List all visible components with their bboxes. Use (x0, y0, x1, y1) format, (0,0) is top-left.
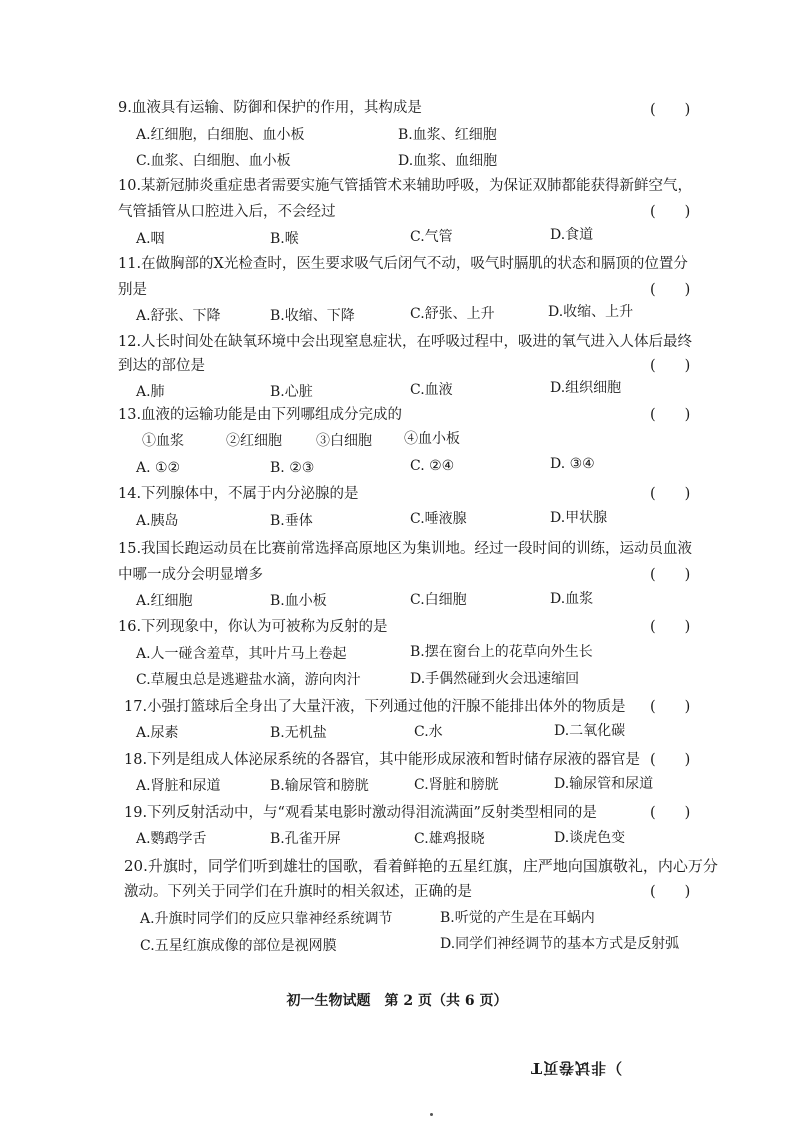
question-text: 激动。下列关于同学们在升旗时的相关叙述，正确的是 (124, 884, 472, 900)
answer-bracket: ( ) (650, 486, 691, 502)
option-b: B.血浆、红细胞 (398, 127, 497, 143)
option-d: D.收缩、上升 (548, 304, 634, 320)
option-c: C.血液 (410, 382, 453, 398)
option-d: D.输尿管和尿道 (554, 776, 654, 792)
question-text: 到达的部位是 (118, 358, 205, 374)
option-a: A.咽 (136, 231, 165, 247)
option-a: A.红细胞，白细胞、血小板 (136, 127, 305, 143)
answer-bracket: ( ) (650, 752, 691, 768)
answer-bracket: ( ) (650, 204, 691, 220)
option-c: C.五星红旗成像的部位是视网膜 (140, 938, 337, 954)
answer-bracket: ( ) (650, 619, 691, 635)
question-text: 11.在做胸部的X光检查时，医生要求吸气后闭气不动，吸气时膈肌的状态和膈顶的位置分 (118, 256, 688, 272)
option-c: C.唾液腺 (410, 511, 467, 527)
option-a: A.人一碰含羞草，其叶片马上卷起 (136, 646, 347, 662)
answer-bracket: ( ) (650, 567, 691, 583)
sub-item: ①血浆 (142, 433, 184, 449)
option-a: A.肾脏和尿道 (136, 778, 221, 794)
answer-bracket: ( ) (650, 358, 691, 374)
option-d: D.食道 (550, 227, 594, 243)
option-d: D.血浆、血细胞 (398, 153, 498, 169)
question-text: 18.下列是组成人体泌尿系统的各器官，其中能形成尿液和暂时储存尿液的器官是 (124, 752, 641, 768)
option-b: B.摆在窗台上的花草向外生长 (410, 644, 593, 660)
page-footer: 初一生物试题 第 2 页（共 6 页） (286, 993, 508, 1009)
option-a: A.尿素 (136, 725, 179, 741)
option-a: A.胰岛 (136, 513, 179, 529)
answer-bracket: ( ) (650, 699, 691, 715)
question-text: 15.我国长跑运动员在比赛前常选择高原地区为集训地。经过一段时间的训练，运动员血液 (118, 541, 693, 557)
option-d: D.二氧化碳 (554, 723, 626, 739)
answer-bracket: ( ) (650, 805, 691, 821)
option-d: D.同学们神经调节的基本方式是反射弧 (440, 936, 680, 952)
sub-item: ②红细胞 (226, 433, 282, 449)
question-text: 10.某新冠肺炎重症患者需要实施气管插管术来辅助呼吸，为保证双肺都能获得新鲜空气， (118, 178, 693, 194)
option-b: B.无机盐 (270, 725, 327, 741)
option-d: D.手偶然碰到火会迅速缩回 (410, 671, 580, 687)
option-d: D.谈虎色变 (554, 830, 626, 846)
option-c: C.水 (414, 724, 443, 740)
option-c: C.舒张、上升 (410, 306, 495, 322)
answer-bracket: ( ) (650, 102, 691, 118)
option-c: C.肾脏和膀胱 (414, 777, 499, 793)
option-c: C.雄鸡报晓 (414, 831, 485, 847)
option-a: A.红细胞 (136, 593, 193, 609)
question-text: 气管插管从口腔进入后，不会经过 (118, 204, 336, 220)
answer-bracket: ( ) (650, 282, 691, 298)
sub-item: ③白细胞 (316, 433, 372, 449)
option-b: B.孔雀开屏 (270, 831, 341, 847)
stamp-mark: ）非试卷页T (530, 1059, 623, 1077)
scan-dot (430, 1113, 433, 1116)
option-d: D.甲状腺 (550, 510, 608, 526)
option-a: A.肺 (136, 384, 165, 400)
option-c: C.气管 (410, 229, 453, 245)
option-b: B.收缩、下降 (270, 308, 355, 324)
question-text: 20.升旗时，同学们听到雄壮的国歌，看着鲜艳的五星红旗，庄严地向国旗敬礼，内心万分 (124, 857, 718, 875)
question-text: 别是 (118, 282, 147, 298)
option-b: B.垂体 (270, 513, 313, 529)
option-b: B.血小板 (270, 593, 327, 609)
question-text: 19.下列反射活动中，与“观看某电影时激动得泪流满面”反射类型相同的是 (124, 805, 597, 821)
sub-item: ④血小板 (404, 431, 460, 447)
answer-bracket: ( ) (650, 407, 691, 423)
option-c: C.草履虫总是逃避盐水滴，游向肉汁 (136, 672, 361, 688)
option-b: B.喉 (270, 231, 299, 247)
option-c: C.血浆、白细胞、血小板 (136, 153, 291, 169)
question-text: 14.下列腺体中，不属于内分泌腺的是 (118, 486, 359, 502)
option-b: B.心脏 (270, 384, 313, 400)
option-b: B. ②③ (270, 460, 315, 476)
question-text: 16.下列现象中，你认为可被称为反射的是 (118, 619, 388, 635)
option-d: D.组织细胞 (550, 380, 622, 396)
option-c: C. ②④ (410, 458, 455, 474)
question-text: 中哪一成分会明显增多 (118, 567, 263, 583)
question-text: 12.人长时间处在缺氧环境中会出现窒息症状，在呼吸过程中，吸进的氧气进入人体后最终 (118, 334, 693, 350)
option-a: A. ①② (136, 460, 181, 476)
question-text: 17.小强打篮球后全身出了大量汗液，下列通过他的汗腺不能排出体外的物质是 (124, 699, 626, 715)
option-a: A.鹦鹉学舌 (136, 831, 207, 847)
option-c: C.白细胞 (410, 592, 467, 608)
answer-bracket: ( ) (650, 884, 691, 900)
option-b: B.输尿管和膀胱 (270, 778, 369, 794)
option-d: D.血浆 (550, 591, 594, 607)
option-a: A.舒张、下降 (136, 308, 221, 324)
option-d: D. ③④ (550, 456, 595, 472)
question-text: 9.血液具有运输、防御和保护的作用，其构成是 (118, 100, 422, 116)
question-text: 13.血液的运输功能是由下列哪组成分完成的 (118, 407, 403, 423)
option-b: B.听觉的产生是在耳蜗内 (440, 910, 595, 926)
option-a: A.升旗时同学们的反应只靠神经系统调节 (140, 911, 393, 927)
